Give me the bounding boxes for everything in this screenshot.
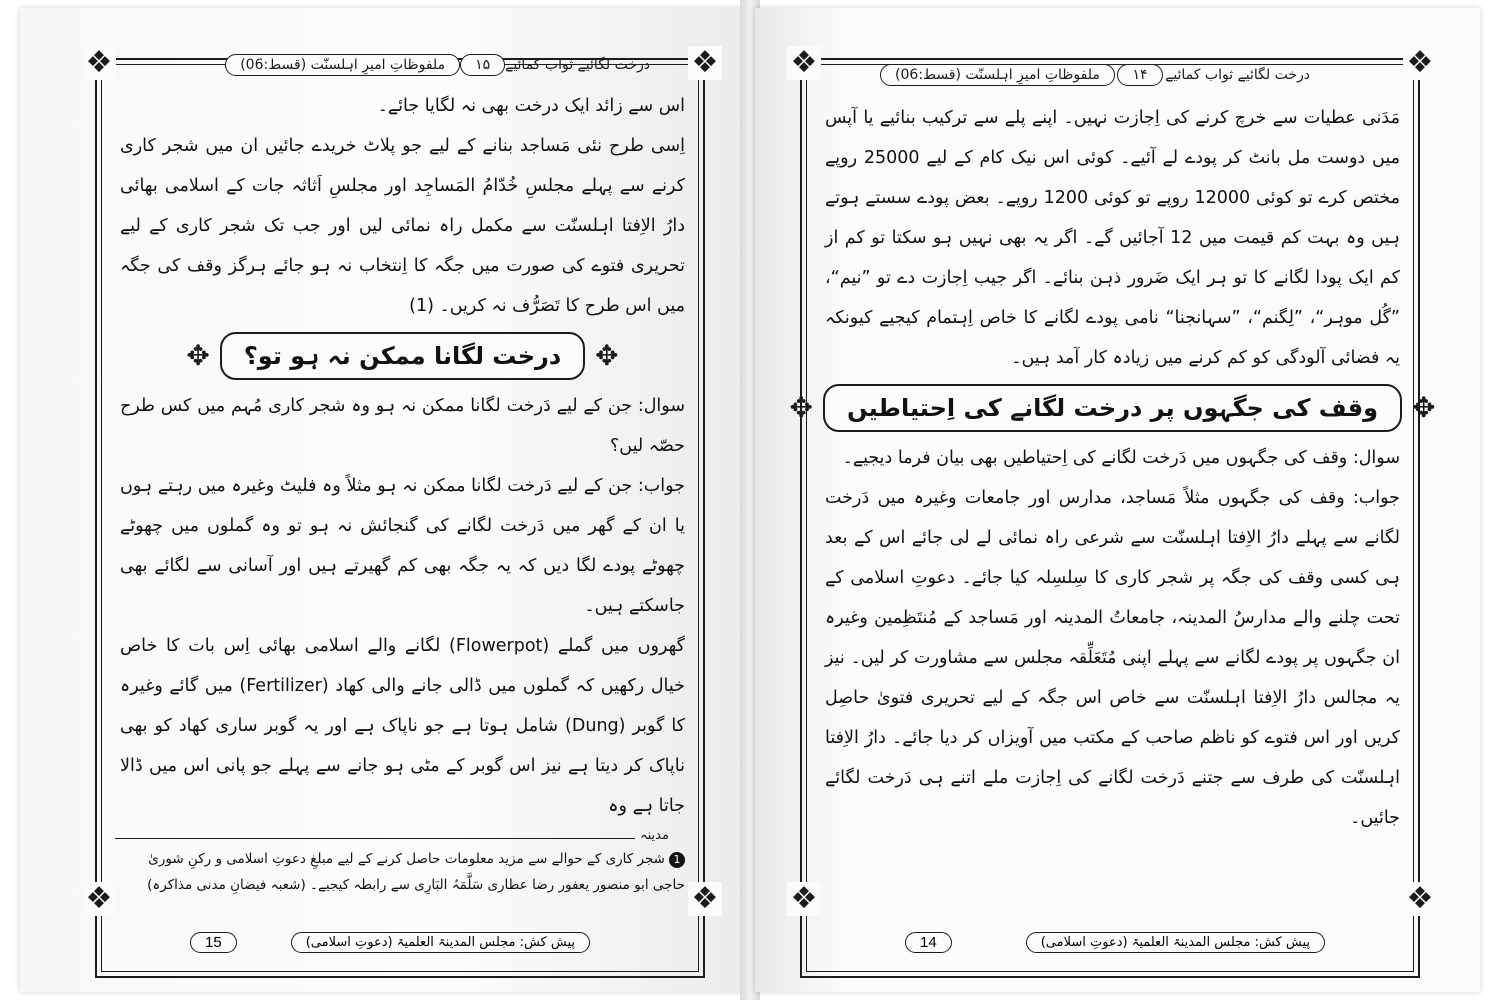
left-page xyxy=(20,8,745,992)
right-running-header xyxy=(880,64,1310,86)
corner-ornament-icon: ❖ xyxy=(1403,46,1437,80)
knot-ornament-icon: ✥ xyxy=(186,339,210,372)
paragraph: جواب: وقف کی جگہوں مثلاً مَساجد، مدارس اور جامعات وغیرہ میں دَرخت لگانے سے پہلے دارُ الاِفتا اہلسنّت سے شرعی راہ نمائی لے لی جائے اس کے بعد ہی کسی وقف کی جگہ پر شجر کاری کا سِلسِلہ کیا جائے۔ دعوتِ اسلامی کے تحت چلنے والے مدارسُ المدینہ، جامعاتُ المدینہ اور مَساجد کے مُنتَظِمین وغیرہ ان جگہوں پر پودے لگانے سے پہلے اپنی مُتَعَلِّقہ مجلس سے مشاورت کر لیں۔ نیز یہ مجالس دارُ الاِفتا اہلسنّت سے خاص اس جگہ کے لیے تحریری فتویٰ حاصِل کریں اور اس فتوے کو ناظم صاحب کے مکتب میں آویزاں کر دیا جائے۔ دارُ الاِفتا اہلسنّت کی طرف سے جتنے دَرخت لگانے کی اِجازت ملے اتنے ہی دَرخت لگائے جائیں۔ xyxy=(825,488,1400,828)
header-series: ملفوظاتِ امیرِ اہلسنّت (قسط:06) xyxy=(880,64,1115,86)
page-number: 15 xyxy=(190,932,237,953)
left-page-footer xyxy=(190,932,590,953)
header-title: درخت لگائیے ثواب کمائیے xyxy=(505,57,650,73)
footnote-rule xyxy=(115,838,635,839)
knot-ornament-icon: ✥ xyxy=(1412,391,1436,424)
corner-ornament-icon: ❖ xyxy=(82,882,116,916)
paragraph: اس سے زائد ایک درخت بھی نہ لگایا جائے۔ xyxy=(377,96,685,116)
right-page xyxy=(755,8,1480,992)
section-heading xyxy=(120,332,685,380)
corner-ornament-icon: ❖ xyxy=(688,882,722,916)
knot-ornament-icon: ✥ xyxy=(789,391,813,424)
header-series: ملفوظاتِ امیرِ اہلسنّت (قسط:06) xyxy=(225,54,460,76)
paragraph: سوال: وقف کی جگہوں میں دَرخت لگانے کی اِحتیاطیں بھی بیان فرما دیجیے۔ xyxy=(842,448,1400,468)
left-body xyxy=(120,86,685,826)
corner-ornament-icon: ❖ xyxy=(688,46,722,80)
corner-ornament-icon: ❖ xyxy=(1403,882,1437,916)
page-number: 14 xyxy=(905,932,952,953)
paragraph: گھروں میں گملے (Flowerpot) لگانے والے اسلامی بھائی اِس بات کا خاص خیال رکھیں کہ گملوں میں ڈالی جانے والی کھاد (Fertilizer) میں گائے وغیرہ کا گوبر (Dung) شامل ہوتا ہے جو ناپاک ہے اور یہ گوبر ساری کھاد کو بھی ناپاک کر دیتا ہے نیز اس گوبر کے مٹی ہو جانے سے پہلے جو پانی اس میں ڈالا جاتا ہے وہ xyxy=(120,636,685,816)
paragraph: اِسی طرح نئی مَساجد بنانے کے لیے جو پلاٹ خریدے جائیں ان میں شجر کاری کرنے سے پہلے مجلسِ خُدّامُ المَساجِد اور مجلسِ اَثاثہ جات کے اسلامی بھائی دارُ الاِفتا اہلسنّت سے مکمل راہ نمائی لیں اور جب تک شجر کاری کے لیے تحریری فتوے کی صورت میں جگہ کا اِنتخاب نہ ہو جائے ہرگز وقف کی جگہ میں اس طرح کا تَصَرُّف نہ کریں۔ (1) xyxy=(120,136,685,316)
paragraph: سوال: جن کے لیے دَرخت لگانا ممکن نہ ہو وہ شجر کاری مُہم میں کس طرح حصّہ لیں؟ xyxy=(120,396,685,456)
knot-ornament-icon: ✥ xyxy=(595,339,619,372)
footnote xyxy=(120,846,685,898)
header-page-label: ۱۴ xyxy=(1117,64,1162,86)
section-heading xyxy=(789,384,1436,432)
header-page-label: ۱۵ xyxy=(460,54,505,76)
header-title: درخت لگائیے ثواب کمائیے xyxy=(1165,67,1310,83)
section-heading-text: درخت لگانا ممکن نہ ہو تو؟ xyxy=(220,332,585,380)
footnote-number: 1 xyxy=(669,852,685,868)
left-running-header xyxy=(230,54,650,76)
paragraph: جواب: جن کے لیے دَرخت لگانا ممکن نہ ہو مثلاً وہ فلیٹ وغیرہ میں رہتے ہوں یا ان کے گھر میں دَرخت لگانے کی گنجائش نہ ہو تو وہ گملوں میں چھوٹے چھوٹے پودے لگا دیں کہ یہ جگہ بھی کم گھیرتے ہیں اور آسانی سے لگائے بھی جاسکتے ہیں۔ xyxy=(120,476,685,616)
footnote-text: شجر کاری کے حوالے سے مزید معلومات حاصل کرنے کے لیے مبلغِ دعوتِ اسلامی و رکنِ شوریٰ حاجی ابو منصور یعفور رضا عطاری سَلَّمَہُ البَارِی سے رابطہ کیجیے۔ (شعبہ فیضانِ مدنی مذاکرہ) xyxy=(147,851,685,893)
publisher-label: پیش کش: مجلس المدینۃ العلمیۃ (دعوتِ اسلامی) xyxy=(1026,932,1325,953)
right-page-footer xyxy=(905,932,1325,953)
paragraph: مَدَنی عطیات سے خرچ کرنے کی اِجازت نہیں۔ اپنے پلے سے ترکیب بنائیے یا آپس میں دوست مل بانٹ کر پودے لے آئیے۔ کوئی اس نیک کام کے لیے 25000 روپے مختص کرے تو کوئی 12000 روپے تو کوئی 1200 روپے۔ بعض پودے سستے ہوتے ہیں وہ بہت کم قیمت میں 12 آجائیں گے۔ اگر یہ بھی نہیں ہو سکتا تو کم از کم ایک پودا لگانے کا تو ہر ایک ضَرور ذہن بنائے۔ اگر جیب اِجازت دے تو ”نیم“، ”گُل موہر“، ”لِگنم“، ”سہانجنا“ نامی پودے لگانے کا خاص اِہتمام کیجیے کیونکہ یہ فضائی آلودگی کو کم کرنے میں زیادہ کار آمد ہیں۔ xyxy=(825,108,1400,368)
publisher-label: پیش کش: مجلس المدینۃ العلمیۃ (دعوتِ اسلامی) xyxy=(291,932,590,953)
corner-ornament-icon: ❖ xyxy=(787,46,821,80)
right-body xyxy=(789,98,1436,838)
section-heading-text: وقف کی جگہوں پر درخت لگانے کی اِحتیاطیں xyxy=(823,384,1402,432)
corner-ornament-icon: ❖ xyxy=(82,46,116,80)
footnote-separator-word: مدینہ xyxy=(640,828,669,843)
corner-ornament-icon: ❖ xyxy=(787,882,821,916)
